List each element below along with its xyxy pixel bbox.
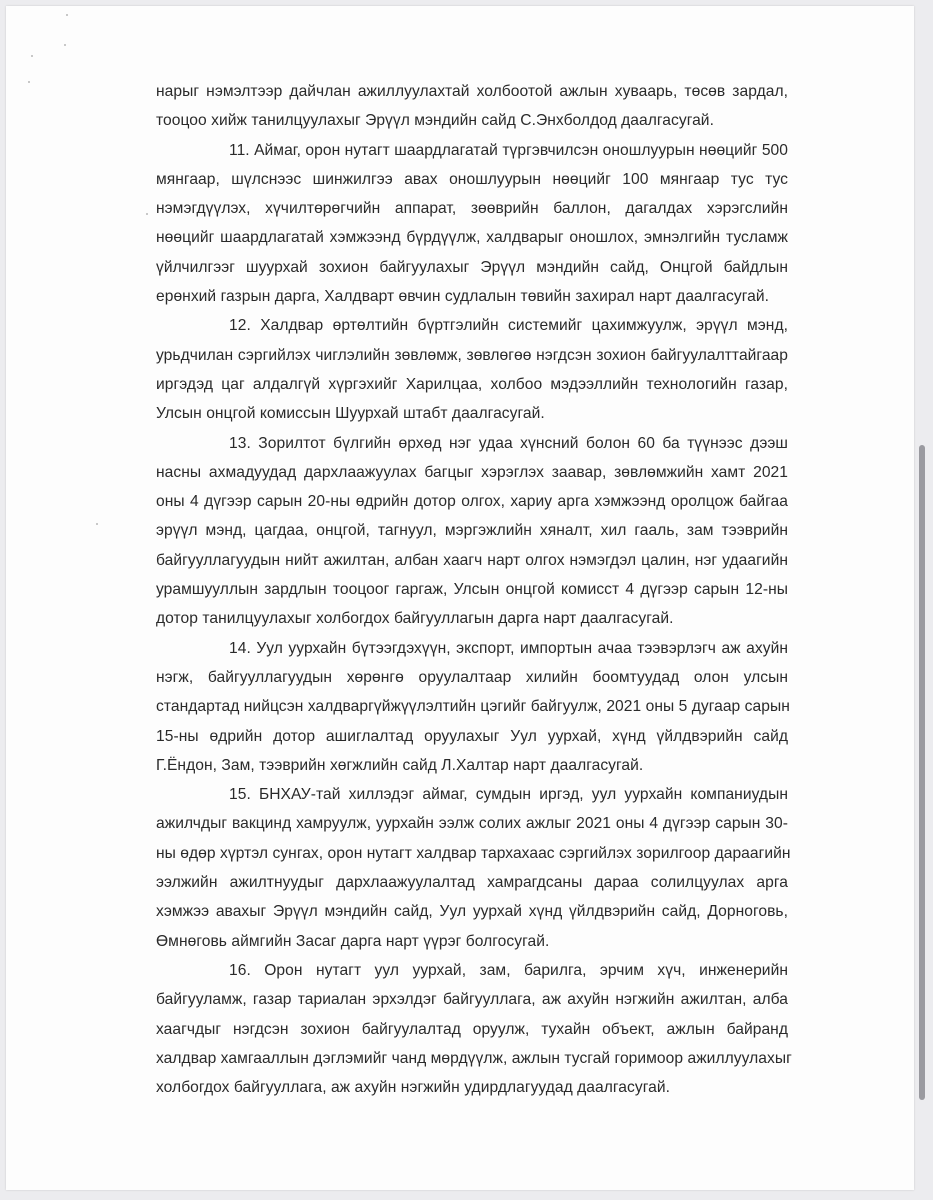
text-line: байгууламж, газар тариалан эрхэлдэг байгууллага, аж ахуйн нэгжийн ажилтан, алба: [156, 991, 788, 1009]
scan-speck: [146, 213, 148, 215]
numbered-paragraph-item-12: [156, 311, 788, 428]
scan-speck: [66, 14, 68, 16]
text-line: стандартад нийцсэн халдваргүйжүүлэлтийн цэгийг байгуулж, 2021 оны 5 дугаар сарын: [156, 698, 790, 716]
text-line: халдвар хамгааллын дэглэмийг чанд мөрдүүлж, ажлын тусгай горимоор ажиллуулахыг: [156, 1049, 792, 1067]
text-line: Улсын онцгой комиссын Шуурхай штабт даалгасугай.: [156, 405, 545, 423]
text-line: ны өдөр хүртэл сунгах, орон нутагт халдвар тархахаас сэргийлэх зорилгоор дараагийн: [156, 844, 791, 862]
text-line: иргэдэд цаг алдалгүй хүргэхийг Харилцаа, холбоо мэдээллийн технологийн газар,: [156, 375, 788, 393]
text-line: дотор танилцуулахыг холбогдох байгууллагын дарга нарт даалгасугай.: [156, 610, 674, 628]
scan-speck: [31, 55, 33, 57]
text-line: үйлчилгээг шуурхай зохион байгуулахыг Эрүүл мэндийн сайд, Онцгой байдлын: [156, 258, 788, 276]
text-line: ээлжийн ажилтнуудыг дархлаажуулалтад хамрагдсаны дараа солилцуулах арга: [156, 874, 788, 892]
text-line: тооцоо хийж танилцуулахыг Эрүүл мэндийн сайд С.Энхболдод даалгасугай.: [156, 112, 714, 130]
text-line: 12. Халдвар өртөлтийн бүртгэлийн системийг цахимжуулж, эрүүл мэнд,: [229, 317, 788, 335]
text-line: холбогдох байгууллага, аж ахуйн нэгжийн удирдлагуудад даалгасугай.: [156, 1079, 670, 1097]
text-line: 16. Орон нутагт уул уурхай, зам, барилга, эрчим хүч, инженерийн: [229, 961, 788, 979]
text-line: ерөнхий газрын дарга, Халдварт өвчин судлалын төвийн захирал нарт даалгасугай.: [156, 288, 769, 306]
numbered-paragraph-item-13: [156, 429, 788, 634]
text-line: мянгаар, шүлснээс шинжилгээ авах оношлуурын нөөцийг 100 мянгаар тус тус: [156, 170, 788, 188]
text-line: урьдчилан сэргийлэх чиглэлийн зөвлөмж, зөвлөгөө нэгдсэн зохион байгуулалттайгаар: [156, 346, 788, 364]
text-line: нэмэгдүүлэх, хүчилтөрөгчийн аппарат, зөөврийн баллон, дагалдах хэрэгслийн: [156, 200, 788, 218]
scan-speck: [28, 81, 30, 83]
vertical-scrollbar-thumb[interactable]: [919, 445, 925, 1100]
text-line: нөөцийг шаардлагатай хэмжээнд бүрдүүлж, халдварыг оношлох, эмнэлгийн тусламж: [156, 229, 788, 247]
text-line: 14. Уул уурхайн бүтээгдэхүүн, экспорт, импортын ачаа тээвэрлэгч аж ахуйн: [229, 639, 788, 657]
numbered-paragraph-item-15: [156, 780, 791, 956]
paragraph-cont-10: [156, 77, 788, 136]
text-line: насны ахмадуудад дархлаажуулах багцыг хэрэглэх заавар, зөвлөмжийн хамт 2021: [156, 463, 788, 481]
text-line: байгууллагуудын нийт ажилтан, албан хаагч нарт олгох нэмэгдэл цалин, нэг удаагийн: [156, 551, 788, 569]
text-line: нарыг нэмэлтээр дайчлан ажиллуулахтай холбоотой ажлын хуваарь, төсөв зардал,: [156, 83, 788, 100]
document-body: [156, 77, 792, 1102]
text-line: Өмнөговь аймгийн Засаг дарга нарт үүрэг болгосугай.: [156, 932, 550, 950]
text-line: 13. Зорилтот бүлгийн өрхөд нэг удаа хүнсний болон 60 ба түүнээс дээш: [229, 434, 788, 452]
text-line: Г.Ёндон, Зам, тээврийн хөгжлийн сайд Л.Халтар нарт даалгасугай.: [156, 756, 644, 774]
text-line: ажилчдыг вакцинд хамруулж, уурхайн ээлж солих ажлыг 2021 оны 4 дүгээр сарын 30-: [156, 815, 788, 833]
text-line: нэгж, байгууллагуудын хөрөнгө оруулалтаар хилийн боомтуудад олон улсын: [156, 668, 788, 686]
scan-speck: [96, 523, 98, 525]
text-line: хаагчдыг нэгдсэн зохион байгуулалтад оруулж, тухайн объект, ажлын байранд: [156, 1020, 788, 1038]
text-line: урамшууллын зардлын тооцоог гаргаж, Улсын онцгой комисст 4 дүгээр сарын 12-ны: [156, 581, 788, 599]
scan-speck: [64, 44, 66, 46]
text-line: хэмжээ авахыг Эрүүл мэндийн сайд, Уул уурхай хүнд үйлдвэрийн сайд, Дорноговь,: [156, 903, 788, 921]
text-line: 11. Аймаг, орон нутагт шаардлагатай түргэвчилсэн оношлуурын нөөцийг 500: [229, 141, 788, 159]
numbered-paragraph-item-11: [156, 136, 788, 312]
numbered-paragraph-item-14: [156, 634, 788, 780]
text-line: 15. БНХАУ-тай хиллэдэг аймаг, сумдын иргэд, уул уурхайн компаниудын: [229, 786, 788, 804]
text-line: 15-ны өдрийн дотор ашиглалтад оруулахыг Уул уурхай, хүнд үйлдвэрийн сайд: [156, 727, 788, 745]
text-line: оны 4 дүгээр сарын 20-ны өдрийн дотор олгох, хариу арга хэмжээнд оролцож байгаа: [156, 493, 788, 511]
text-line: эрүүл мэнд, цагдаа, онцгой, тагнуул, мэргэжлийн хяналт, хил гааль, зам тээврийн: [156, 522, 788, 540]
numbered-paragraph-item-16: [156, 956, 792, 1102]
